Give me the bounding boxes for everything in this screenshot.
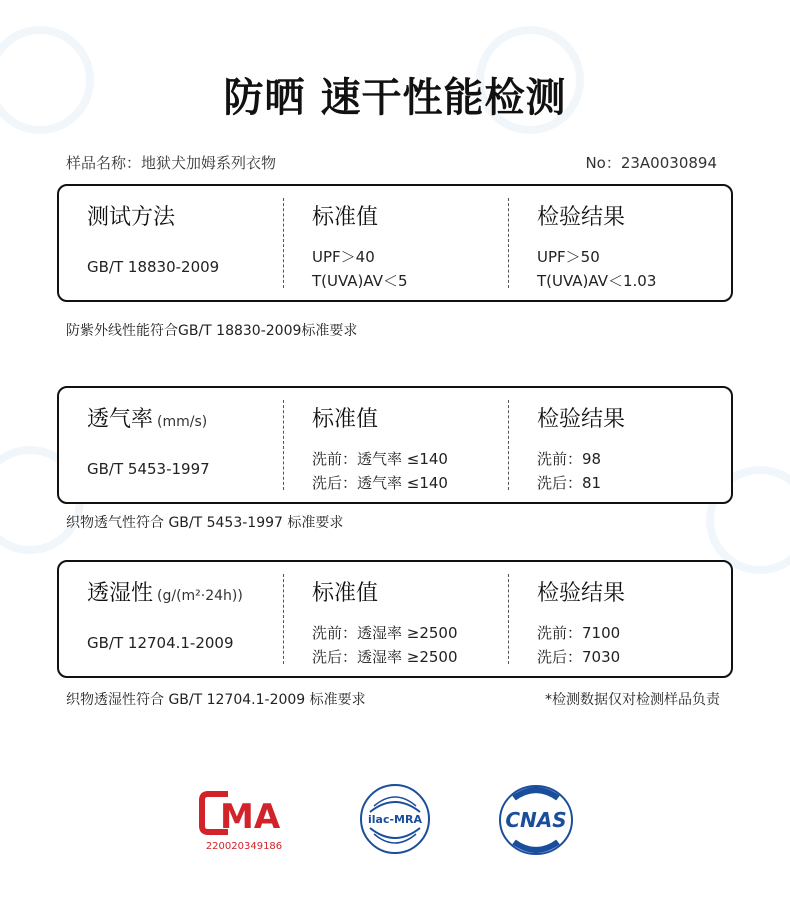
method-header: 测试方法 xyxy=(87,205,176,230)
result-line: 洗后：7030 xyxy=(537,648,621,666)
method-header: 透湿性 (g/(m²·24h)) xyxy=(87,581,243,606)
cma-logo-text: MA xyxy=(220,797,281,837)
standard-value-header: 标准值 xyxy=(312,205,379,230)
result-header: 检验结果 xyxy=(537,205,626,230)
cnas-logo-text: CNAS xyxy=(505,808,567,832)
result-line: 洗后：81 xyxy=(537,474,602,492)
standard-value-header: 标准值 xyxy=(312,581,379,606)
cma-number: 220020349186 xyxy=(205,841,283,852)
standard-value-line: 洗前：透湿率 ≥2500 xyxy=(312,624,458,642)
test-standard: GB/T 18830-2009 xyxy=(87,258,220,276)
cnas-logo xyxy=(492,784,580,856)
disclaimer: *检测数据仅对检测样品负责 xyxy=(545,692,720,708)
test-standard: GB/T 12704.1-2009 xyxy=(87,634,234,652)
unit-label: (mm/s) xyxy=(157,414,208,430)
moisture-permeability-note: 织物透湿性符合 GB/T 12704.1-2009 标准要求 xyxy=(66,692,366,708)
cma-logo xyxy=(198,790,290,852)
standard-value-header: 标准值 xyxy=(312,407,379,432)
result-header: 检验结果 xyxy=(537,581,626,606)
unit-label: (g/(m²·24h)) xyxy=(157,588,243,604)
standard-value-line: 洗后：透湿率 ≥2500 xyxy=(312,648,458,666)
result-line: 洗前：98 xyxy=(537,450,602,468)
standard-value-line: 洗后：透气率 ≤140 xyxy=(312,474,448,492)
uv-protection-card xyxy=(57,184,733,302)
sample-name: 样品名称：地狱犬加姆系列衣物 xyxy=(66,154,277,172)
result-header: 检验结果 xyxy=(537,407,626,432)
page-title: 防晒 速干性能检测 xyxy=(223,75,567,121)
standard-value-line: 洗前：透气率 ≤140 xyxy=(312,450,448,468)
result-line: UPF＞50 xyxy=(537,248,600,266)
ilac-logo-text: ilac-MRA xyxy=(368,813,422,826)
test-standard: GB/T 5453-1997 xyxy=(87,460,210,478)
result-line: T(UVA)AV＜1.03 xyxy=(537,272,657,290)
air-permeability-card xyxy=(57,386,733,504)
report-number: No：23A0030894 xyxy=(585,154,717,172)
air-permeability-note: 织物透气性符合 GB/T 5453-1997 标准要求 xyxy=(66,515,344,531)
moisture-permeability-card xyxy=(57,560,733,678)
standard-value-line: T(UVA)AV＜5 xyxy=(312,272,408,290)
uv-compliance-note: 防紫外线性能符合GB/T 18830-2009标准要求 xyxy=(66,323,358,339)
result-line: 洗前：7100 xyxy=(537,624,621,642)
standard-value-line: UPF＞40 xyxy=(312,248,375,266)
ilac-mra-logo xyxy=(358,782,432,856)
method-header: 透气率 (mm/s) xyxy=(87,407,208,432)
